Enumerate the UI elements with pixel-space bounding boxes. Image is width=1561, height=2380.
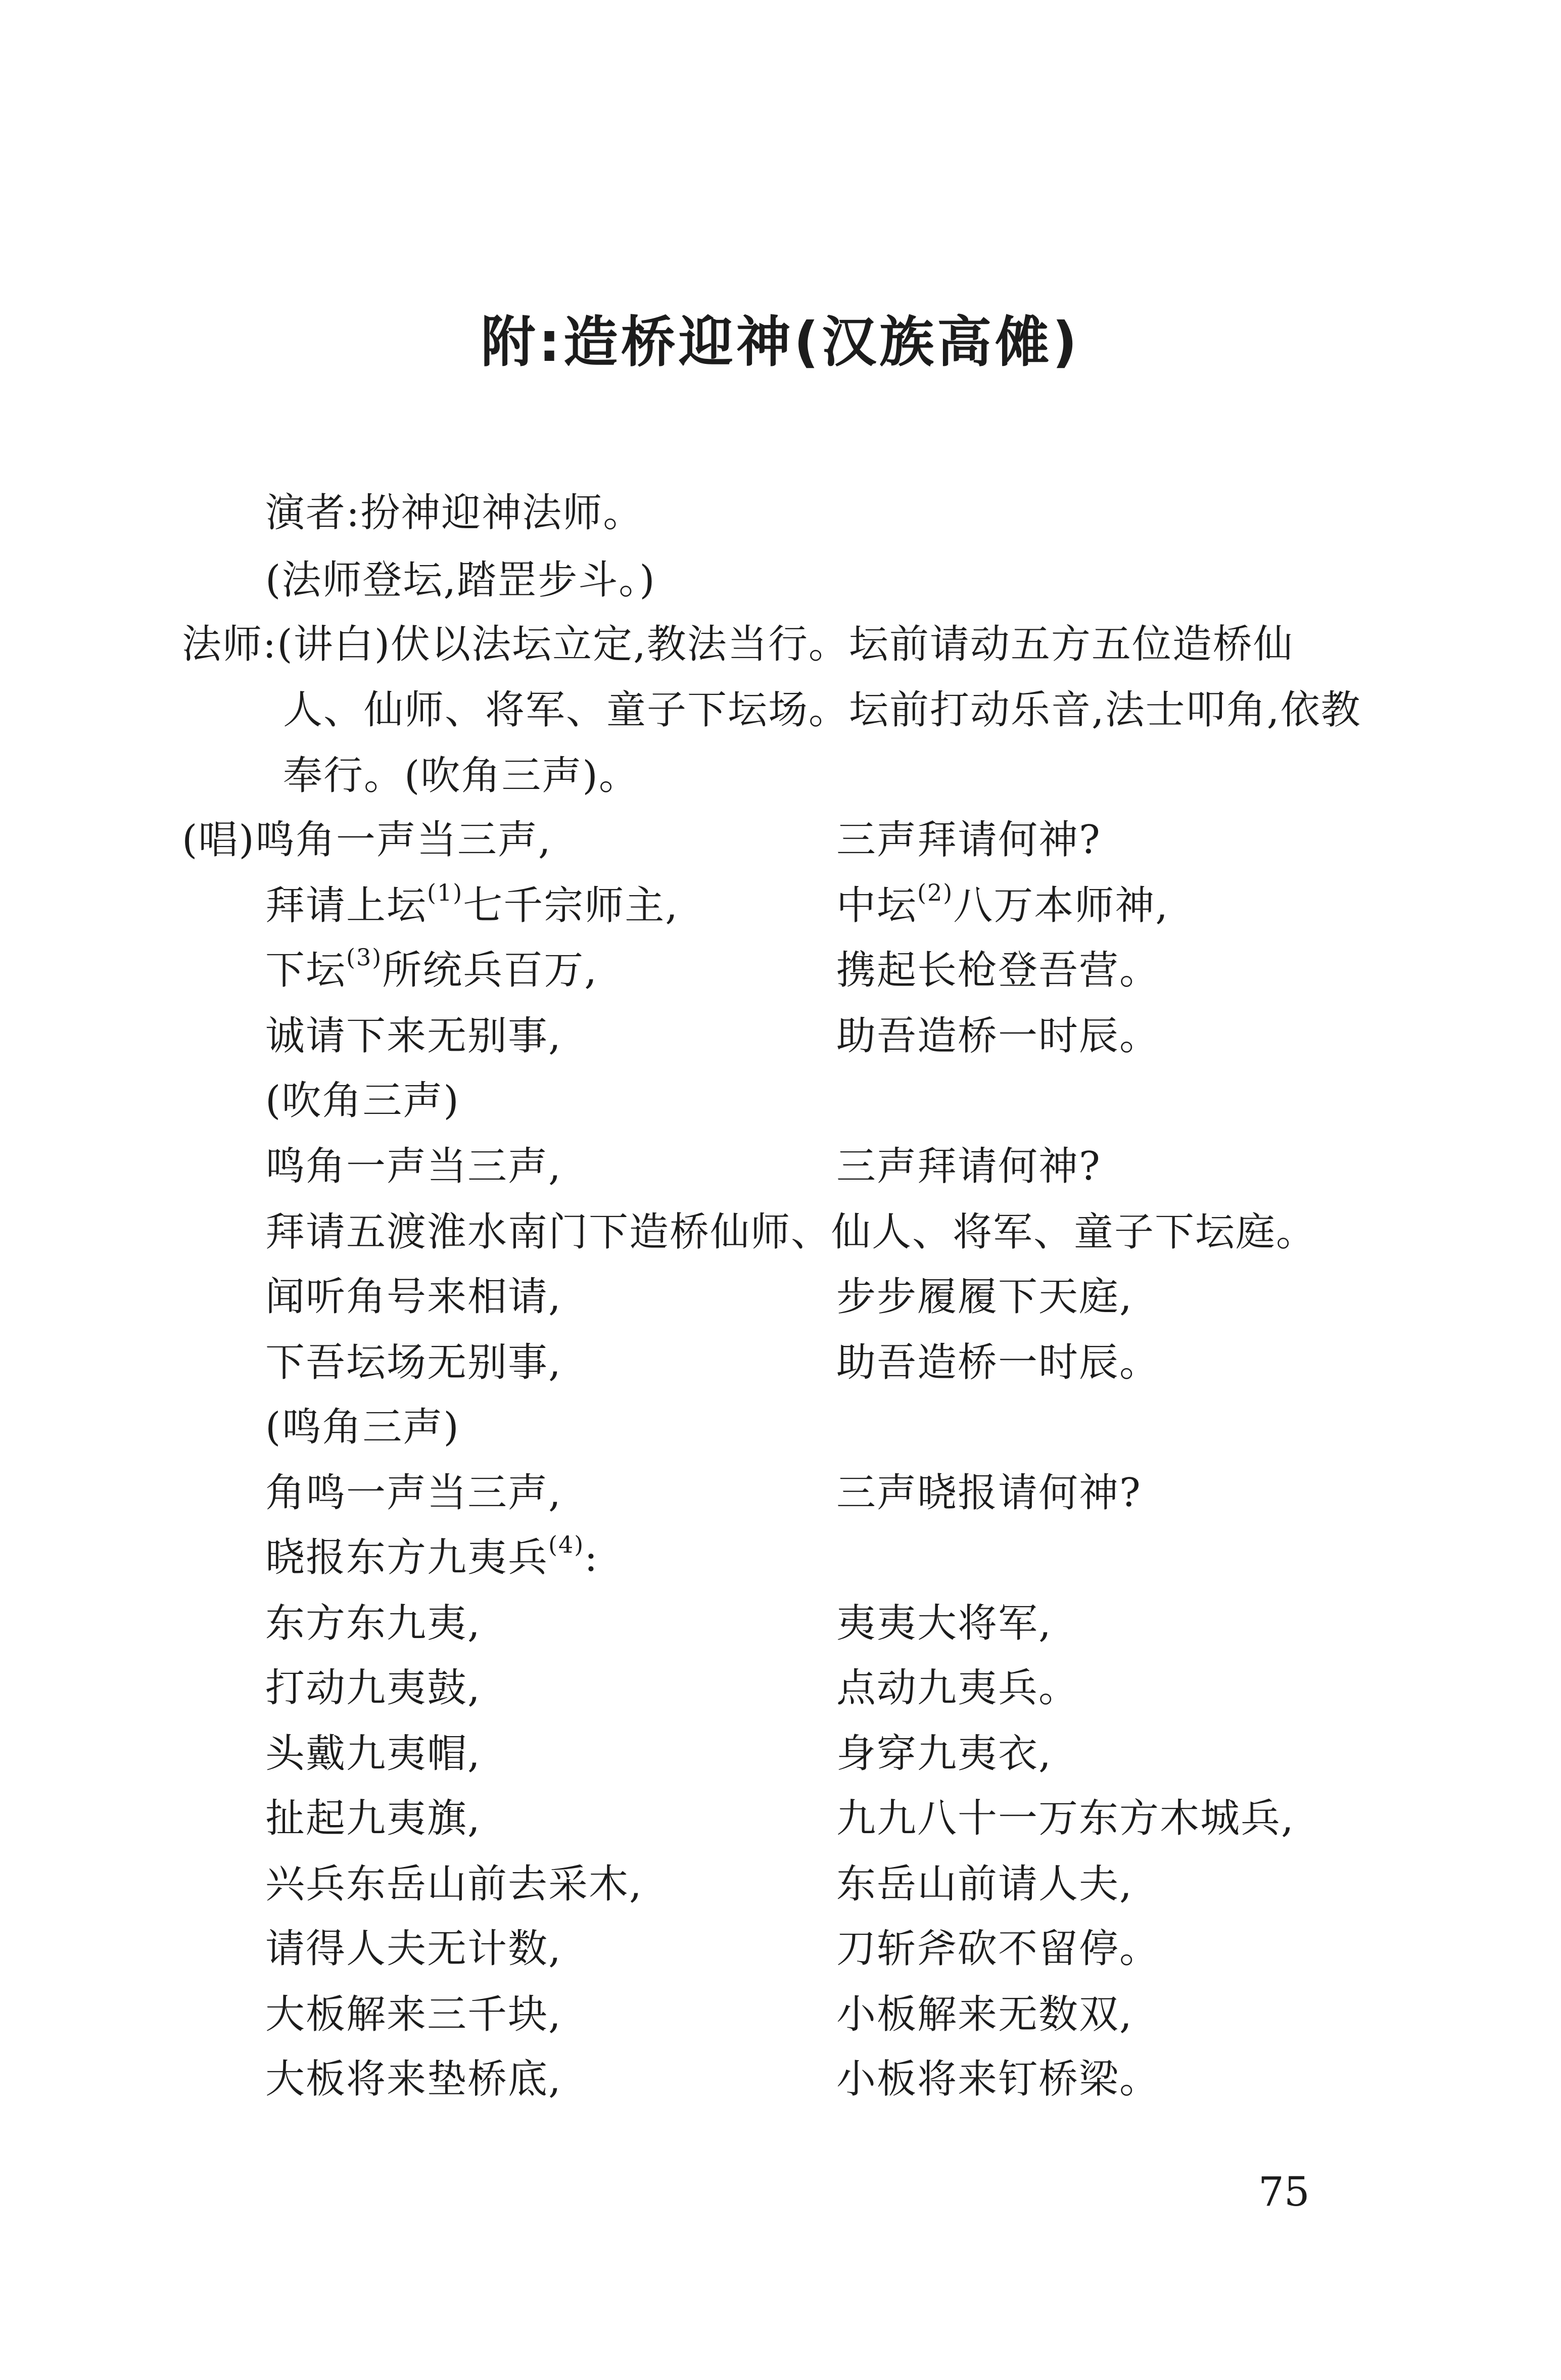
verse-right: 东岳山前请人夫, (836, 1861, 1133, 1907)
footnote-ref: (2) (917, 879, 954, 906)
stage-direction: (法师登坛,踏罡步斗。) (265, 557, 656, 603)
verse-left: 大板解来三千块, (265, 1992, 562, 2037)
verse-left: 拜请上坛$^{(1)}$七千宗师主, (265, 879, 679, 928)
stage-direction: (鸣角三声) (265, 1405, 460, 1450)
verse-left: 大板将来垫桥底, (265, 2057, 562, 2102)
verse-right: 刀斩斧砍不留停。 (836, 1926, 1160, 1972)
verse-left: 角鸣一声当三声, (265, 1470, 562, 1516)
verse-left: 晓报东方九夷兵$^{(4)}$: (265, 1531, 599, 1580)
verse-left: 打动九夷鼓, (265, 1665, 481, 1711)
verse-right: 助吾造桥一时辰。 (836, 1340, 1160, 1385)
verse-full: 拜请五渡淮水南门下造桥仙师、仙人、将军、童子下坛庭。 (265, 1209, 1317, 1255)
verse-right: 九九八十一万东方木城兵, (836, 1796, 1295, 1841)
verse-left: 闻听角号来相请, (265, 1274, 562, 1320)
verse-left: 下吾坛场无别事, (265, 1340, 562, 1385)
footnote-ref: (3) (346, 944, 383, 971)
verse-left: 东方东九夷, (265, 1601, 481, 1646)
stage-direction: (吹角三声) (265, 1078, 460, 1124)
verse-right: 助吾造桥一时辰。 (836, 1013, 1160, 1059)
speech-line-2: 人、仙师、将军、童子下坛场。坛前打动乐音,法士叩角,依教 (283, 687, 1361, 733)
verse-left: 请得人夫无计数, (265, 1926, 562, 1972)
verse-right: 三声拜请何神? (836, 817, 1101, 863)
verse-left: 鸣角一声当三声, (265, 1144, 562, 1189)
verse-left: 兴兵东岳山前去采木, (265, 1861, 643, 1907)
verse-right: 三声拜请何神? (836, 1144, 1101, 1189)
speech-line-1: 法师:(讲白)伏以法坛立定,教法当行。坛前请动五方五位造桥仙 (182, 622, 1294, 667)
verse-left: (唱)鸣角一声当三声, (182, 817, 552, 863)
verse-left: 扯起九夷旗, (265, 1796, 481, 1841)
verse-left: 诚请下来无别事, (265, 1013, 562, 1059)
verse-right: 携起长枪登吾营。 (836, 948, 1160, 993)
verse-right: 点动九夷兵。 (836, 1665, 1079, 1711)
verse-left: 下坛$^{(3)}$所统兵百万, (265, 944, 598, 993)
footnote-ref: (4) (548, 1531, 585, 1558)
verse-right: 夷夷大将军, (836, 1601, 1052, 1646)
page-title: 附:造桥迎神(汉族高傩) (481, 311, 1080, 374)
speech-line-3: 奉行。(吹角三声)。 (283, 753, 639, 799)
verse-right: 三声晓报请何神? (836, 1470, 1142, 1516)
verse-right: 小板解来无数双, (836, 1992, 1133, 2037)
footnote-ref: (1) (427, 879, 463, 906)
verse-right: 身穿九夷衣, (836, 1731, 1052, 1777)
verse-left: 头戴九夷帽, (265, 1731, 481, 1777)
page-number: 75 (1258, 2168, 1310, 2215)
verse-right: 小板将来钉桥梁。 (836, 2057, 1160, 2102)
verse-right: 步步履履下天庭, (836, 1274, 1133, 1320)
verse-right: 中坛$^{(2)}$八万本师神, (836, 879, 1169, 928)
performer-line: 演者:扮神迎神法师。 (265, 490, 644, 536)
